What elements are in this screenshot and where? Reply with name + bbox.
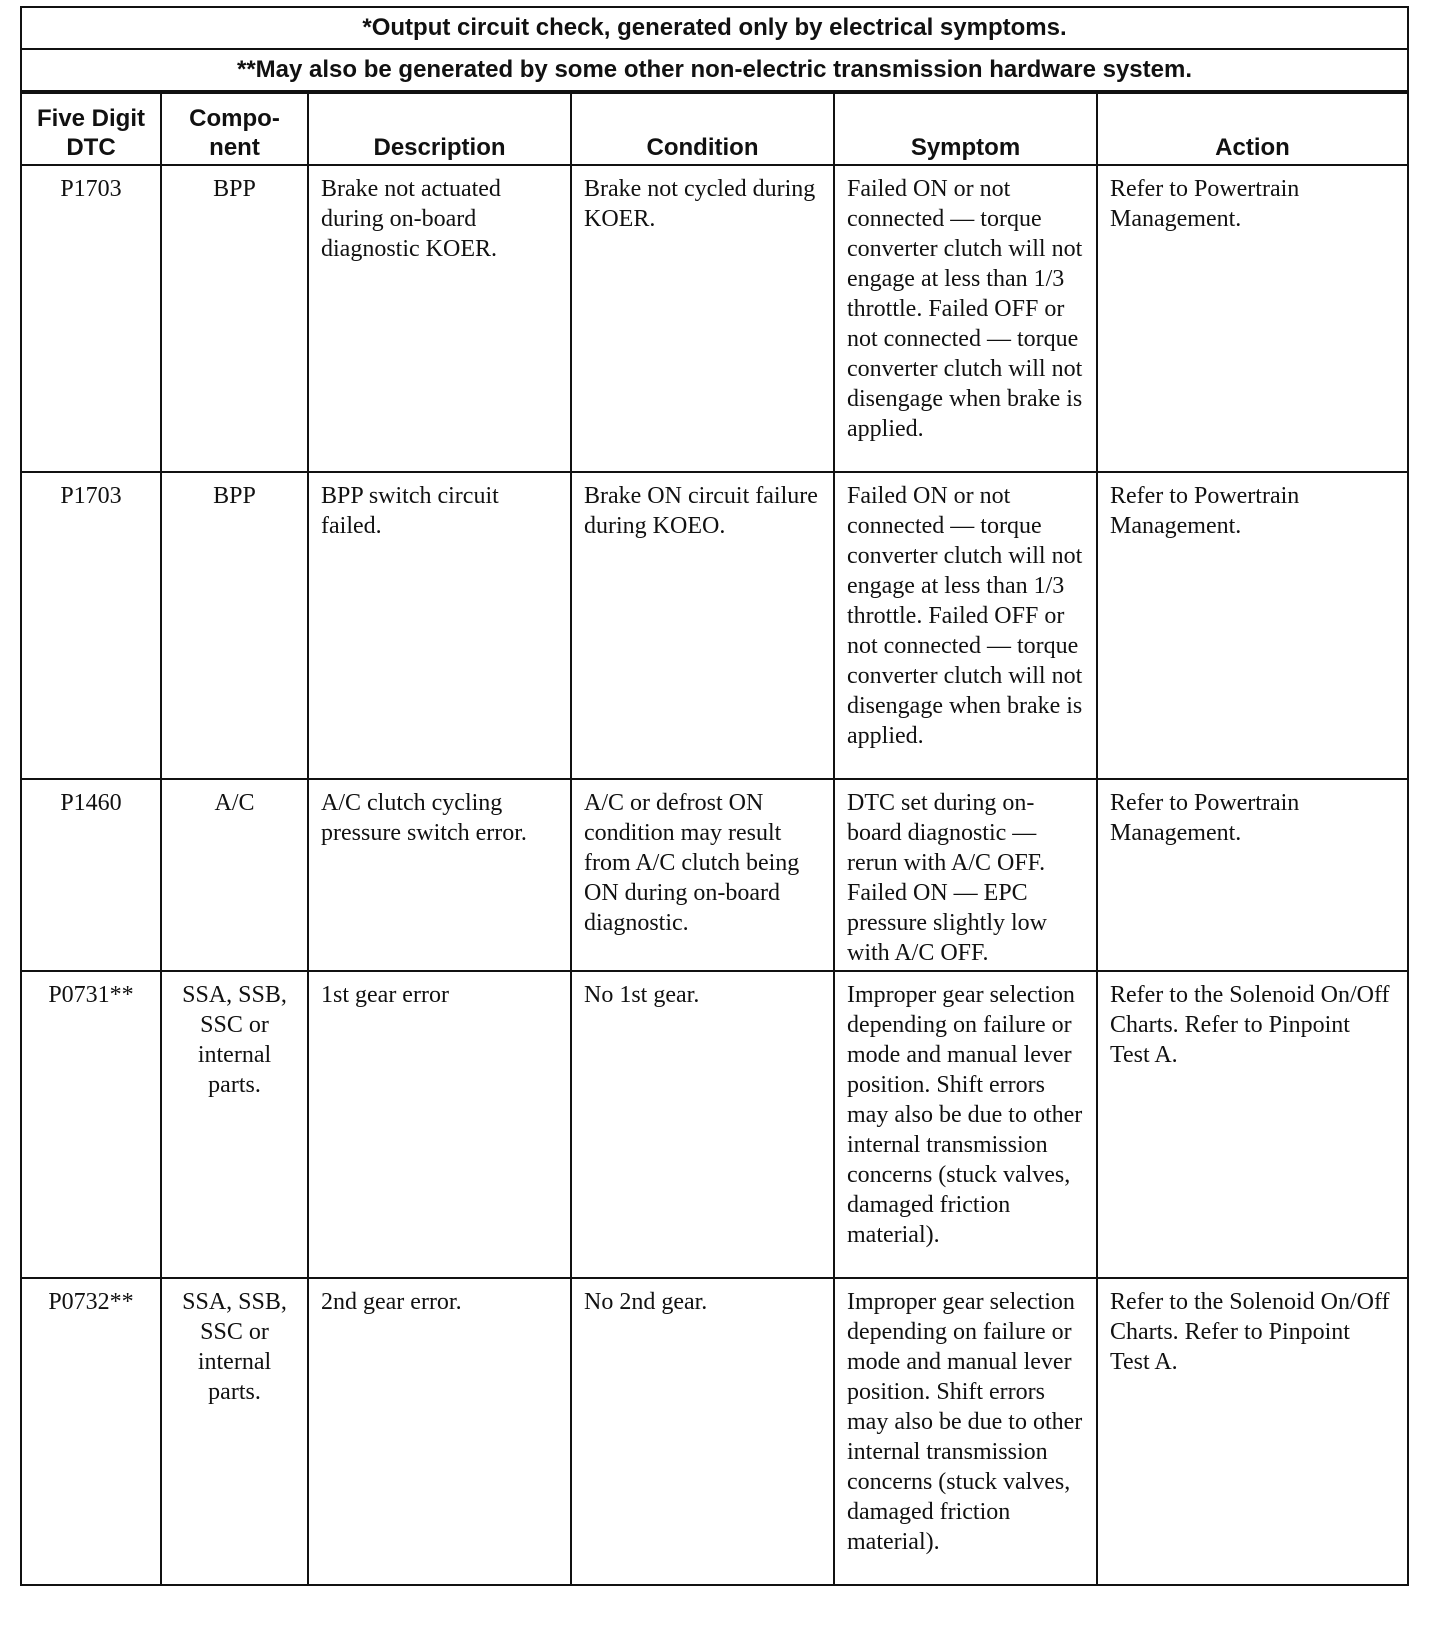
cell-dtc: P0731** [22, 971, 161, 1278]
table-row [22, 165, 1407, 472]
cell-symptom: Improper gear selection depending on failure or mode and manual lever position. Shift errors may also be due to other internal transmission concerns (stuck valves, damaged friction material). [834, 1278, 1097, 1584]
cell-condition: Brake not cycled during KOER. [571, 165, 834, 472]
cell-action: Refer to the Solenoid On/Off Charts. Refer to Pinpoint Test A. [1097, 971, 1407, 1278]
header-symptom: Symptom [834, 93, 1097, 165]
cell-dtc: P1703 [22, 472, 161, 779]
table-header-row [22, 93, 1407, 165]
cell-condition: A/C or defrost ON condition may result from A/C clutch being ON during on-board diagnostic. [571, 779, 834, 971]
header-condition: Condition [571, 93, 834, 165]
cell-description: 2nd gear error. [308, 1278, 571, 1584]
cell-dtc: P1460 [22, 779, 161, 971]
cell-condition: No 2nd gear. [571, 1278, 834, 1584]
cell-component: A/C [161, 779, 308, 971]
table-row [22, 472, 1407, 779]
dtc-table-sheet [20, 6, 1409, 1586]
cell-description: A/C clutch cycling pressure switch error. [308, 779, 571, 971]
cell-component: BPP [161, 472, 308, 779]
header-description: Description [308, 93, 571, 165]
cell-description: BPP switch circuit failed. [308, 472, 571, 779]
table-row [22, 1278, 1407, 1584]
cell-component: BPP [161, 165, 308, 472]
header-action: Action [1097, 93, 1407, 165]
table-row [22, 779, 1407, 971]
cell-dtc: P0732** [22, 1278, 161, 1584]
footnote-single-asterisk: *Output circuit check, generated only by electrical symptoms. [22, 8, 1407, 50]
header-dtc: Five Digit DTC [22, 93, 161, 165]
cell-component: SSA, SSB, SSC or internal parts. [161, 1278, 308, 1584]
cell-condition: Brake ON circuit failure during KOEO. [571, 472, 834, 779]
cell-action: Refer to Powertrain Management. [1097, 472, 1407, 779]
cell-description: Brake not actuated during on-board diagnostic KOER. [308, 165, 571, 472]
cell-action: Refer to Powertrain Management. [1097, 779, 1407, 971]
cell-description: 1st gear error [308, 971, 571, 1278]
cell-dtc: P1703 [22, 165, 161, 472]
cell-component: SSA, SSB, SSC or internal parts. [161, 971, 308, 1278]
cell-action: Refer to the Solenoid On/Off Charts. Refer to Pinpoint Test A. [1097, 1278, 1407, 1584]
cell-symptom: DTC set during on-board diagnostic — rerun with A/C OFF. Failed ON — EPC pressure slightly low with A/C OFF. [834, 779, 1097, 971]
dtc-table [22, 92, 1407, 1584]
cell-condition: No 1st gear. [571, 971, 834, 1278]
cell-symptom: Improper gear selection depending on failure or mode and manual lever position. Shift errors may also be due to other internal transmission concerns (stuck valves, damaged friction material). [834, 971, 1097, 1278]
cell-symptom: Failed ON or not connected — torque converter clutch will not engage at less than 1/3 throttle. Failed OFF or not connected — torque converter clutch will not disengage when brake is applied. [834, 165, 1097, 472]
cell-action: Refer to Powertrain Management. [1097, 165, 1407, 472]
cell-symptom: Failed ON or not connected — torque converter clutch will not engage at less than 1/3 throttle. Failed OFF or not connected — torque converter clutch will not disengage when brake is applied. [834, 472, 1097, 779]
footnote-double-asterisk: **May also be generated by some other non-electric transmission hardware system. [22, 50, 1407, 92]
table-row [22, 971, 1407, 1278]
header-component: Compo- nent [161, 93, 308, 165]
